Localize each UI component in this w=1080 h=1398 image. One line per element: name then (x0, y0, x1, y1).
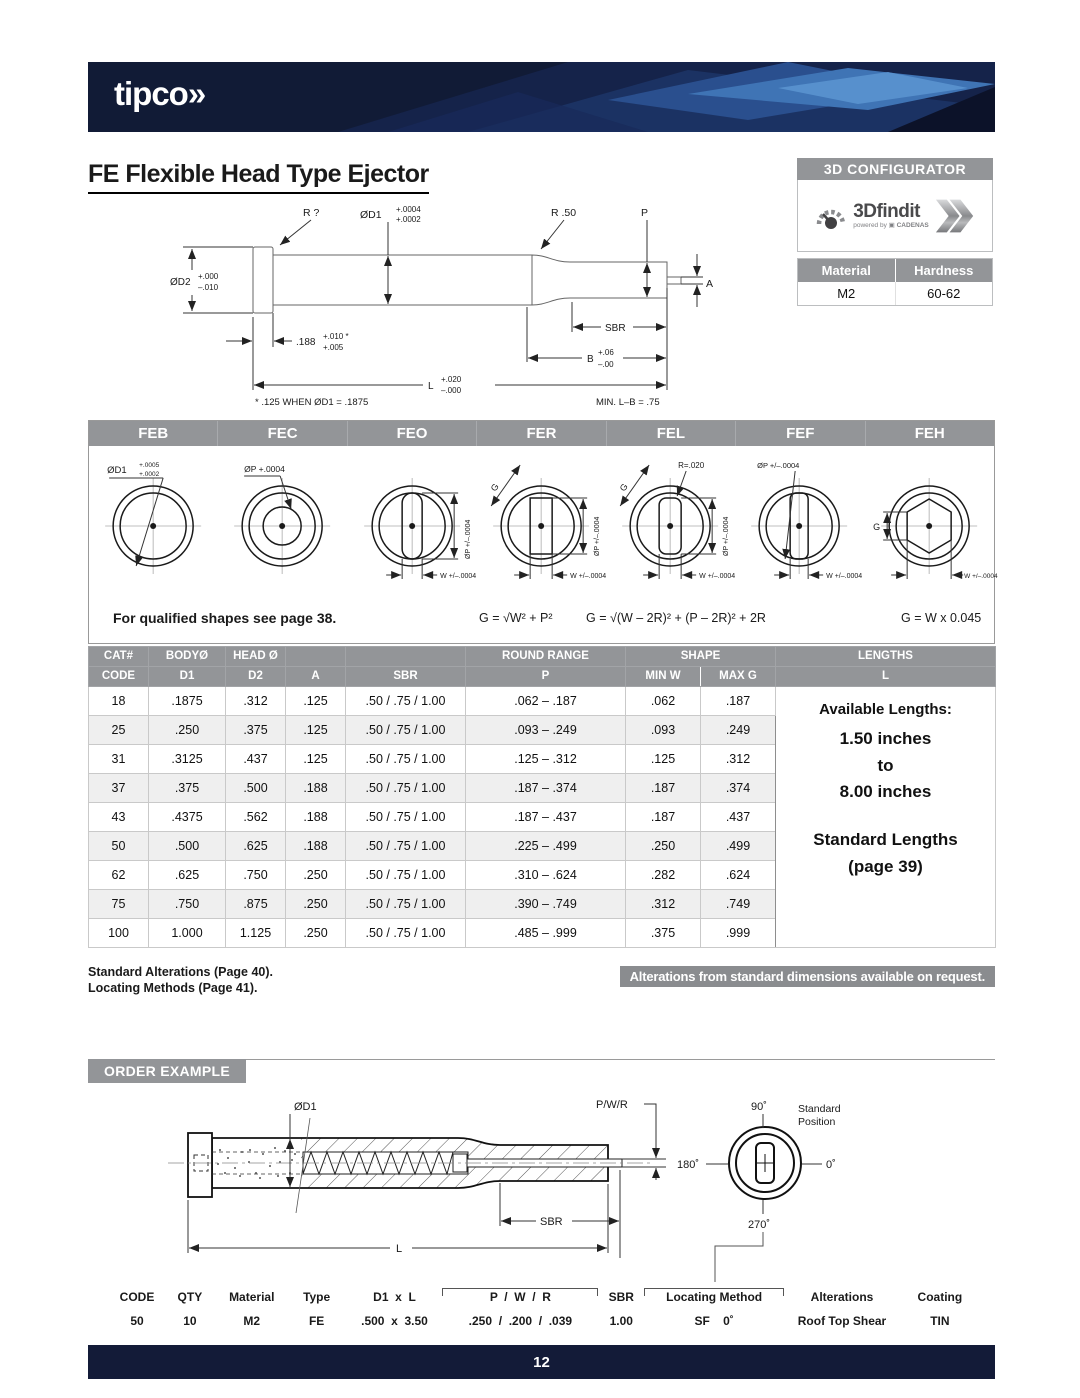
3dfindit-logo-text: 3Dfindit (853, 200, 920, 222)
svg-text:B: B (587, 354, 594, 365)
order-column (214, 1288, 290, 1328)
svg-text:G: G (617, 481, 631, 494)
table-row: 25 .250 .375 .125 .50 / .75 / 1.00 .093 – .249 .093 .249 (89, 716, 996, 745)
svg-text:ØD1: ØD1 (360, 209, 382, 221)
order-column (167, 1288, 213, 1328)
order-column-value: 10 (183, 1314, 197, 1328)
col-header-d2: D2 (226, 667, 286, 687)
order-column-value: Roof Top Shear (797, 1314, 887, 1328)
order-column-value: FE (308, 1314, 325, 1328)
order-column-value: M2 (243, 1314, 261, 1328)
3d-configurator-panel (797, 158, 993, 252)
order-column (446, 1288, 594, 1328)
order-column-value: .500 x 3.50 (361, 1314, 428, 1328)
shape-header-fef: FEF (735, 421, 864, 446)
shape-variant-headers (89, 421, 994, 446)
shape-header-fec: FEC (217, 421, 346, 446)
material-hardness-table (797, 258, 993, 306)
col-header-blank2 (346, 647, 466, 667)
svg-text:+.000: +.000 (198, 272, 219, 281)
order-column (904, 1288, 976, 1328)
table-row: 31 .3125 .437 .125 .50 / .75 / 1.00 .125 – .312 .125 .312 (89, 745, 996, 774)
svg-text:ØP +/–.0004: ØP +/–.0004 (757, 461, 800, 470)
svg-text:ØD1: ØD1 (294, 1101, 317, 1113)
footer-bar (88, 1345, 995, 1379)
page-notes (88, 964, 273, 997)
material-value: M2 (798, 282, 895, 305)
svg-text:MIN. L–B = .75: MIN. L–B = .75 (596, 397, 660, 408)
svg-text:ØP +/–.0004: ØP +/–.0004 (723, 516, 731, 556)
lengths-line: Available Lengths: (819, 701, 952, 719)
tipco-logo: tipco» (114, 75, 206, 112)
svg-text:+.010 *: +.010 * (323, 332, 349, 341)
order-column-header: D1 x L (373, 1290, 416, 1304)
svg-text:W +/–.0004: W +/–.0004 (826, 573, 863, 580)
svg-text:0˚: 0˚ (826, 1159, 836, 1171)
order-column-header: SBR (608, 1290, 634, 1304)
formula-g-fer: G = √W² + P² (479, 611, 553, 625)
svg-text:+.005: +.005 (323, 343, 344, 352)
svg-text:L: L (396, 1243, 403, 1255)
svg-text:R ?: R ? (303, 207, 320, 219)
col-header-code: CODE (89, 667, 149, 687)
spec-table-body (89, 687, 996, 948)
svg-text:A: A (706, 278, 714, 290)
shape-diagram-fer (477, 446, 606, 598)
qualified-shapes-note: For qualified shapes see page 38. (113, 610, 337, 626)
svg-text:–.010: –.010 (198, 283, 219, 292)
table-row: 50 .500 .625 .188 .50 / .75 / 1.00 .225 – .499 .250 .499 (89, 832, 996, 861)
shape-diagram-fef (735, 446, 864, 598)
svg-text:ØP +/–.0004: ØP +/–.0004 (464, 519, 472, 559)
hardness-value: 60-62 (895, 282, 993, 305)
col-header-head: HEAD Ø (226, 647, 286, 667)
svg-text:P/W/R: P/W/R (596, 1099, 628, 1111)
col-header-shape: SHAPE (626, 647, 776, 667)
hardness-header: Hardness (895, 259, 993, 282)
shape-header-fer: FER (476, 421, 605, 446)
svg-text:+.0005: +.0005 (139, 462, 160, 469)
powered-by-cadenas: powered by ▣ CADENAS (853, 221, 929, 229)
svg-text:G: G (488, 481, 501, 494)
note-locating-methods: Locating Methods (Page 41). (88, 981, 258, 996)
table-row: 43 .4375 .562 .188 .50 / .75 / 1.00 .187 – .437 .187 .437 (89, 803, 996, 832)
svg-text:G: G (872, 522, 880, 532)
lengths-line: Standard Lengths (813, 830, 958, 850)
shape-diagram-feb (89, 446, 218, 598)
formula-g-fel: G = √(W – 2R)² + (P – 2R)² + 2R (586, 611, 766, 625)
order-column (291, 1288, 343, 1328)
shape-variants-section (88, 420, 998, 644)
note-standard-alterations: Standard Alterations (Page 40). (88, 965, 273, 979)
svg-text:R=.020: R=.020 (678, 461, 705, 470)
order-column-header: CODE (119, 1290, 155, 1304)
shape-diagram-feo (348, 446, 477, 598)
col-header-blank1 (286, 647, 346, 667)
svg-text:ØP +.0004: ØP +.0004 (244, 464, 286, 474)
material-header: Material (798, 259, 895, 282)
svg-text:+.020: +.020 (441, 375, 462, 384)
brand-banner (88, 62, 995, 132)
svg-text:.188: .188 (296, 337, 316, 348)
table-row: 75 .750 .875 .250 .50 / .75 / 1.00 .390 – .749 .312 .749 (89, 890, 996, 919)
3dfindit-link[interactable] (797, 180, 993, 252)
order-example-header: ORDER EXAMPLE (88, 1059, 246, 1083)
col-header-lengths: LENGTHS (776, 647, 996, 667)
lengths-line: 8.00 inches (839, 782, 932, 802)
order-column (781, 1288, 903, 1328)
svg-text:ØD2: ØD2 (170, 277, 191, 288)
svg-text:+.06: +.06 (598, 348, 614, 357)
col-header-sbr: SBR (346, 667, 466, 687)
svg-text:+.0004: +.0004 (396, 205, 421, 214)
order-column-header: Material (229, 1290, 275, 1304)
svg-text:+.0002: +.0002 (139, 471, 160, 478)
order-column-value: TIN (930, 1314, 950, 1328)
col-header-p: P (466, 667, 626, 687)
table-row: 18 .1875 .312 .125 .50 / .75 / 1.00 .062 – .187 .062 .187 Available Lengths: 1.50 inches to 8.00 inches Standard Lengths (page 39) (89, 687, 996, 716)
order-column-header: P / W / R (446, 1288, 594, 1304)
order-column-value: 1.00 (609, 1314, 633, 1328)
svg-text:Standard: Standard (798, 1103, 841, 1115)
available-lengths-panel (776, 687, 996, 948)
order-column-header: Alterations (810, 1290, 874, 1304)
order-column-header: Type (303, 1290, 331, 1304)
col-header-cat: CAT# (89, 647, 149, 667)
page-number: 12 (533, 1353, 550, 1371)
svg-text:+.0002: +.0002 (396, 215, 421, 224)
order-column (648, 1288, 780, 1328)
order-column-header: Coating (917, 1290, 963, 1304)
gauge-icon (815, 203, 847, 229)
svg-text:Position: Position (798, 1116, 836, 1128)
order-column (344, 1288, 446, 1328)
svg-text:SBR: SBR (605, 323, 626, 334)
order-column-value: SF 0˚ (694, 1314, 734, 1328)
svg-text:* .125 WHEN ØD1 = .1875: * .125 WHEN ØD1 = .1875 (255, 397, 369, 408)
shape-header-feb: FEB (138, 425, 169, 442)
svg-text:ØD1: ØD1 (107, 465, 127, 476)
shape-header-fel: FEL (606, 421, 735, 446)
shape-header-feo: FEO (347, 421, 476, 446)
page-title: FE Flexible Head Type Ejector (88, 160, 429, 194)
svg-text:W +/–.0004: W +/–.0004 (569, 573, 606, 580)
lengths-line: to (877, 755, 894, 775)
alterations-badge: Alterations from standard dimensions available on request. (620, 966, 995, 987)
svg-text:R .50: R .50 (551, 207, 577, 219)
order-column-header: Locating Method (648, 1288, 780, 1304)
svg-text:–.00: –.00 (598, 360, 614, 369)
lengths-line: 1.50 inches (839, 729, 932, 749)
order-column-header: QTY (177, 1290, 203, 1304)
svg-text:W +/–.0004: W +/–.0004 (963, 573, 998, 580)
svg-text:P: P (641, 207, 649, 219)
svg-text:90˚: 90˚ (751, 1101, 767, 1113)
svg-text:–.000: –.000 (441, 386, 462, 395)
svg-text:W +/–.0004: W +/–.0004 (439, 573, 476, 580)
col-header-body: BODYØ (149, 647, 226, 667)
double-chevron-icon (935, 198, 975, 234)
svg-text:180˚: 180˚ (677, 1159, 700, 1171)
order-column-value: .250 / .200 / .039 (468, 1314, 573, 1328)
formula-g-feh: G = W x 0.045 (901, 611, 982, 625)
svg-text:ØP +/–.0004: ØP +/–.0004 (593, 516, 601, 556)
order-column (595, 1288, 647, 1328)
configurator-header: 3D CONFIGURATOR (797, 158, 993, 180)
ejector-pin-drawing (170, 192, 790, 412)
table-row: 37 .375 .500 .188 .50 / .75 / 1.00 .187 – .374 .187 .374 (89, 774, 996, 803)
shape-diagram-fec (218, 446, 347, 598)
col-header-d1: D1 (149, 667, 226, 687)
svg-text:SBR: SBR (540, 1216, 563, 1228)
shape-diagram-feh (865, 446, 998, 598)
table-row: 62 .625 .750 .250 .50 / .75 / 1.00 .310 – .624 .282 .624 (89, 861, 996, 890)
col-header-maxg: MAX G (701, 667, 776, 687)
order-example-table (108, 1288, 976, 1328)
col-header-l: L (776, 667, 996, 687)
spec-table (88, 646, 996, 948)
col-header-round-range: ROUND RANGE (466, 647, 626, 667)
col-header-a: A (286, 667, 346, 687)
shape-diagram-fel (606, 446, 735, 598)
lengths-line: (page 39) (848, 856, 923, 876)
svg-text:270˚: 270˚ (748, 1219, 771, 1231)
order-example-drawing (150, 1088, 870, 1284)
col-header-minw: MIN W (626, 667, 701, 687)
order-column (108, 1288, 166, 1328)
svg-text:L: L (428, 381, 434, 392)
order-column-value: 50 (130, 1314, 144, 1328)
table-row: 100 1.000 1.125 .250 .50 / .75 / 1.00 .485 – .999 .375 .999 (89, 919, 996, 948)
shape-header-feh: FEH (865, 421, 994, 446)
svg-text:W +/–.0004: W +/–.0004 (699, 573, 736, 580)
